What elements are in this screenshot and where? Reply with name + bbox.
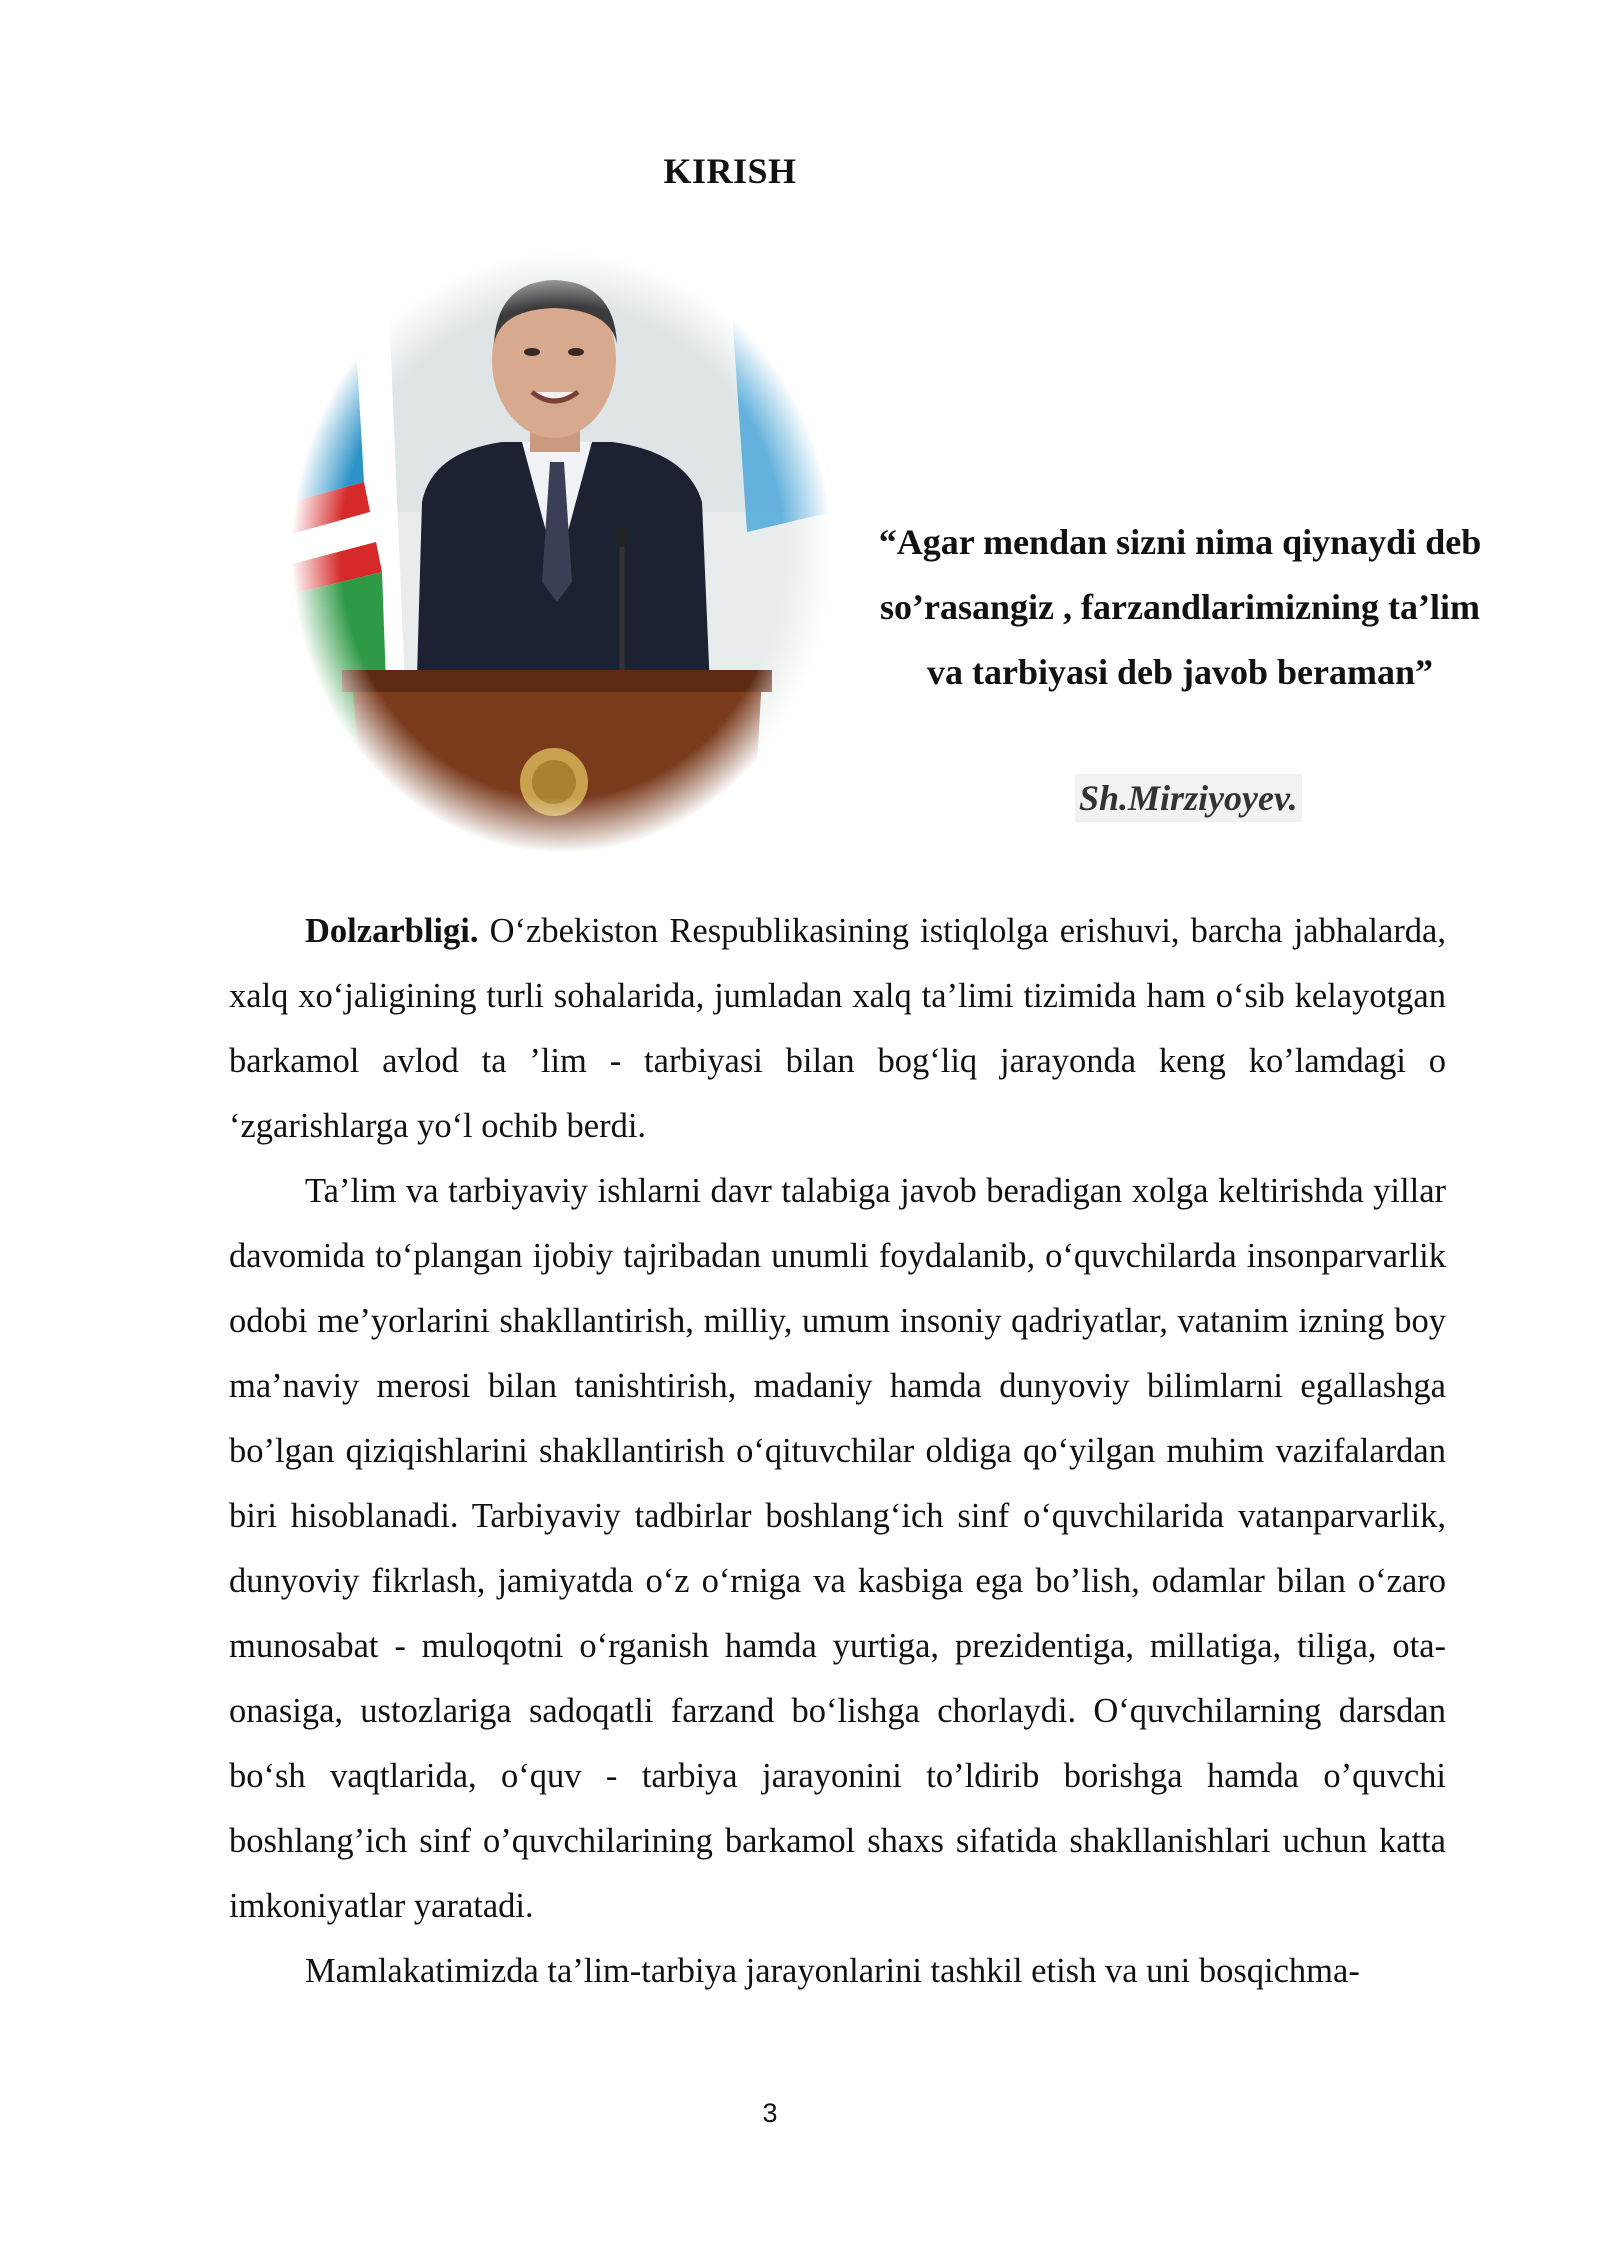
paragraph-text: O‘zbekiston Respublikasining istiqlolga erishuvi, barcha jabhalarda, xalq xo‘jaligining turli sohalarida, jumladan xalq ta’limi tizimida ham o‘sib kelayotgan barkamol avlod ta ’lim - tarbiyasi bilan bog‘liq jarayonda keng ko’lamdagi o ‘zgarishlarga yo‘l ochib berdi. xyxy=(229,912,1446,1145)
quote-line: “Agar mendan sizni nima qiynaydi deb xyxy=(878,522,1482,562)
quote-line: va tarbiyasi deb javob beraman” xyxy=(926,652,1434,692)
portrait-photo xyxy=(292,252,832,852)
body-text xyxy=(229,899,1446,2004)
paragraph xyxy=(229,1159,1446,1939)
paragraph-text: Ta’lim va tarbiyaviy ishlarni davr talabiga javob beradigan xolga keltirishda yillar davomida to‘plangan ijobiy tajribadan unumli foydalanib, o‘quvchilarda insonparvarlik odobi me’yorlarini shakllantirish, milliy, umum insoniy qadriyatlar, vatanim izning boy ma’naviy merosi bilan tanishtirish, madaniy hamda dunyoviy bilimlarni egallashga bo’lgan qiziqishlarini shakllantirish o‘qituvchilar oldiga qo‘yilgan muhim vazifalardan biri hisoblanadi. Tarbiyaviy tadbirlar boshlang‘ich sinf o‘quvchilarida vatanparvarlik, dunyoviy fikrlash, jamiyatda o‘z o‘rniga va kasbiga ega bo’lish, odamlar bilan o‘zaro munosabat - muloqotni o‘rganish hamda yurtiga, prezidentiga, millatiga, tiliga, ota-onasiga, ustozlariga sadoqatli farzand bo‘lishga chorlaydi. O‘quvchilarning darsdan bo‘sh vaqtlarida, o‘quv - tarbiya jarayonini to’ldirib borishga hamda o’quvchi boshlang’ich sinf o’quvchilarining barkamol shaxs sifatida shakllanishlari uchun katta imkoniyatlar yaratadi. xyxy=(229,1172,1446,1925)
epigraph-author: Sh.Mirziyoyev. xyxy=(1075,774,1302,822)
page-number: 3 xyxy=(762,2098,778,2128)
page-title: KIRISH xyxy=(663,151,797,191)
epigraph-quote xyxy=(860,510,1500,705)
quote-line: so’rasangiz , farzandlarimizning ta’lim xyxy=(880,587,1480,627)
paragraph xyxy=(229,1939,1446,2004)
paragraph-lead: Dolzarbligi. xyxy=(305,912,479,950)
paragraph-text: Mamlakatimizda ta’lim-tarbiya jarayonlarini tashkil etish va uni bosqichma- xyxy=(305,1952,1360,1990)
paragraph xyxy=(229,899,1446,1159)
